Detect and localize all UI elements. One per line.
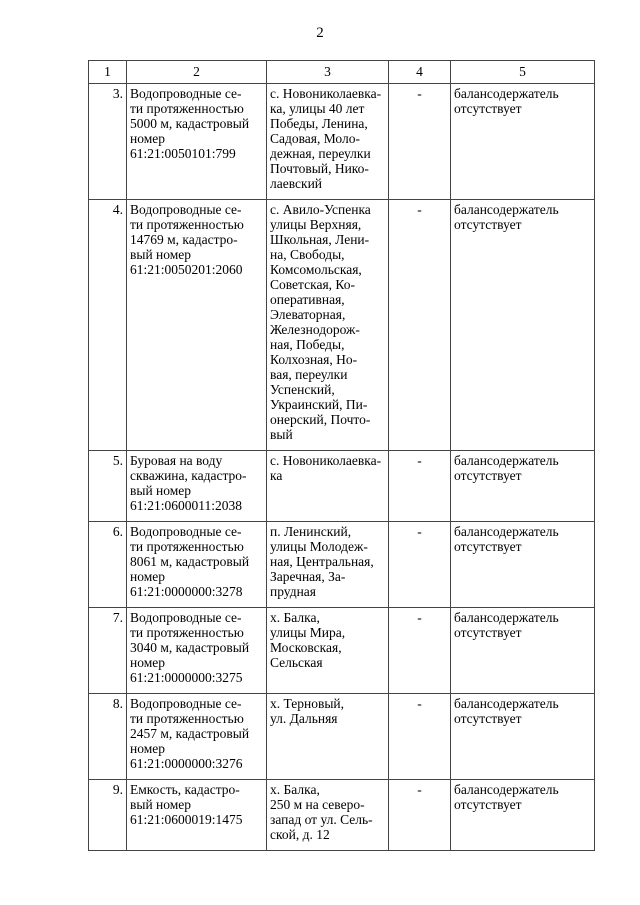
object-name-line: 61:21:0000000:3278: [130, 584, 243, 599]
balance-holder-line: отсутствует: [454, 101, 522, 116]
header-col-3: 3: [267, 61, 389, 84]
row-number: 7.: [89, 608, 127, 694]
object-name: [127, 694, 267, 780]
balance-holder-line: балансодержатель: [454, 453, 559, 468]
holder-id: -: [389, 522, 451, 608]
object-address: [267, 608, 389, 694]
object-address-line: Колхозная, Но-: [270, 352, 358, 367]
object-address-line: лаевский: [270, 176, 323, 191]
object-address-line: вая, переулки: [270, 367, 348, 382]
object-name-line: ти протяженностью: [130, 625, 244, 640]
balance-holder: [451, 84, 595, 200]
object-address-line: улицы Верхняя,: [270, 217, 362, 232]
object-name-line: 14769 м, кадастро-: [130, 232, 238, 247]
holder-id: -: [389, 694, 451, 780]
object-address-line: дежная, переулки: [270, 146, 371, 161]
object-address-line: ная, Победы,: [270, 337, 345, 352]
object-address-line: на, Свободы,: [270, 247, 345, 262]
header-col-2: 2: [127, 61, 267, 84]
object-address: [267, 780, 389, 851]
object-name: [127, 522, 267, 608]
balance-holder-line: балансодержатель: [454, 202, 559, 217]
header-col-1: 1: [89, 61, 127, 84]
object-address-line: Украинский, Пи-: [270, 397, 368, 412]
object-address-line: Садовая, Моло-: [270, 131, 360, 146]
object-address-line: х. Терновый,: [270, 696, 344, 711]
object-name-line: 61:21:0600011:2038: [130, 498, 243, 513]
object-address: [267, 451, 389, 522]
object-name-line: Водопроводные се-: [130, 610, 242, 625]
balance-holder: [451, 780, 595, 851]
object-name: [127, 84, 267, 200]
balance-holder: [451, 451, 595, 522]
balance-holder: [451, 608, 595, 694]
object-address-line: ской, д. 12: [270, 827, 330, 842]
object-name-line: 8061 м, кадастровый: [130, 554, 250, 569]
header-col-5: 5: [451, 61, 595, 84]
object-name-line: 2457 м, кадастровый: [130, 726, 250, 741]
object-name-line: 61:21:0000000:3275: [130, 670, 243, 685]
balance-holder-line: балансодержатель: [454, 524, 559, 539]
object-address-line: улицы Мира,: [270, 625, 346, 640]
object-name: [127, 451, 267, 522]
object-address-line: ка, улицы 40 лет: [270, 101, 365, 116]
object-address-line: онерский, Почто-: [270, 412, 371, 427]
object-address-line: Школьная, Лени-: [270, 232, 370, 247]
balance-holder-line: отсутствует: [454, 468, 522, 483]
balance-holder-line: отсутствует: [454, 539, 522, 554]
object-name: [127, 780, 267, 851]
balance-holder: [451, 522, 595, 608]
object-address-line: п. Ленинский,: [270, 524, 352, 539]
row-number: 6.: [89, 522, 127, 608]
object-name-line: 61:21:0050101:799: [130, 146, 236, 161]
row-number: 5.: [89, 451, 127, 522]
object-address-line: 250 м на северо-: [270, 797, 365, 812]
table-row: [89, 780, 595, 851]
object-name-line: Водопроводные се-: [130, 86, 242, 101]
balance-holder-line: отсутствует: [454, 625, 522, 640]
object-address-line: Успенский,: [270, 382, 335, 397]
object-address-line: улицы Молодеж-: [270, 539, 368, 554]
object-name-line: 61:21:0050201:2060: [130, 262, 243, 277]
object-name-line: номер: [130, 741, 166, 756]
object-address-line: вый: [270, 427, 293, 442]
object-address-line: с. Авило-Успенка: [270, 202, 371, 217]
object-address-line: запад от ул. Сель-: [270, 812, 373, 827]
balance-holder: [451, 200, 595, 451]
balance-holder-line: отсутствует: [454, 711, 522, 726]
balance-holder-line: отсутствует: [454, 217, 522, 232]
balance-holder-line: балансодержатель: [454, 696, 559, 711]
object-name-line: вый номер: [130, 483, 192, 498]
object-name-line: вый номер: [130, 797, 192, 812]
balance-holder-line: балансодержатель: [454, 86, 559, 101]
row-number: 9.: [89, 780, 127, 851]
balance-holder-line: балансодержатель: [454, 782, 559, 797]
object-address-line: с. Новониколаевка-: [270, 453, 382, 468]
object-address-line: с. Новониколаевка-: [270, 86, 382, 101]
object-name-line: ти протяженностью: [130, 539, 244, 554]
object-address-line: х. Балка,: [270, 782, 320, 797]
object-address-line: х. Балка,: [270, 610, 320, 625]
balance-holder-line: отсутствует: [454, 797, 522, 812]
object-name: [127, 200, 267, 451]
table-row: [89, 522, 595, 608]
page-number: 2: [316, 25, 324, 41]
object-address: [267, 200, 389, 451]
row-number: 3.: [89, 84, 127, 200]
object-name-line: Водопроводные се-: [130, 524, 242, 539]
row-number: 4.: [89, 200, 127, 451]
object-address-line: ул. Дальняя: [270, 711, 338, 726]
object-name-line: 61:21:0600019:1475: [130, 812, 243, 827]
object-address: [267, 694, 389, 780]
object-address-line: оперативная,: [270, 292, 345, 307]
object-name-line: номер: [130, 569, 166, 584]
table-row: [89, 200, 595, 451]
object-name-line: номер: [130, 655, 166, 670]
object-address-line: Московская,: [270, 640, 342, 655]
object-name-line: ти протяженностью: [130, 101, 244, 116]
table-row: [89, 451, 595, 522]
header-row: [89, 61, 595, 84]
holder-id: -: [389, 780, 451, 851]
object-address-line: ка: [270, 468, 283, 483]
object-name-line: 5000 м, кадастровый: [130, 116, 250, 131]
holder-id: -: [389, 608, 451, 694]
object-name-line: ти протяженностью: [130, 711, 244, 726]
holder-id: -: [389, 84, 451, 200]
object-name-line: скважина, кадастро-: [130, 468, 247, 483]
object-name-line: Водопроводные се-: [130, 696, 242, 711]
holder-id: -: [389, 451, 451, 522]
table-row: [89, 84, 595, 200]
balance-holder-line: балансодержатель: [454, 610, 559, 625]
object-name-line: номер: [130, 131, 166, 146]
object-address: [267, 522, 389, 608]
row-number: 8.: [89, 694, 127, 780]
object-address-line: Сельская: [270, 655, 323, 670]
object-address-line: Железнодорож-: [270, 322, 360, 337]
object-address: [267, 84, 389, 200]
object-name: [127, 608, 267, 694]
registry-body: [89, 84, 595, 851]
object-name-line: Емкость, кадастро-: [130, 782, 240, 797]
balance-holder: [451, 694, 595, 780]
object-name-line: Буровая на воду: [130, 453, 223, 468]
object-address-line: Победы, Ленина,: [270, 116, 368, 131]
object-name-line: Водопроводные се-: [130, 202, 242, 217]
object-address-line: Комсомольская,: [270, 262, 362, 277]
object-name-line: вый номер: [130, 247, 192, 262]
holder-id: -: [389, 200, 451, 451]
object-name-line: 61:21:0000000:3276: [130, 756, 243, 771]
object-name-line: ти протяженностью: [130, 217, 244, 232]
object-address-line: Заречная, За-: [270, 569, 346, 584]
object-address-line: прудная: [270, 584, 316, 599]
object-address-line: Почтовый, Нико-: [270, 161, 369, 176]
table-row: [89, 608, 595, 694]
registry-table: [88, 60, 595, 851]
object-address-line: ная, Центральная,: [270, 554, 374, 569]
table-row: [89, 694, 595, 780]
object-address-line: Элеваторная,: [270, 307, 346, 322]
object-name-line: 3040 м, кадастровый: [130, 640, 250, 655]
header-col-4: 4: [389, 61, 451, 84]
object-address-line: Советская, Ко-: [270, 277, 355, 292]
